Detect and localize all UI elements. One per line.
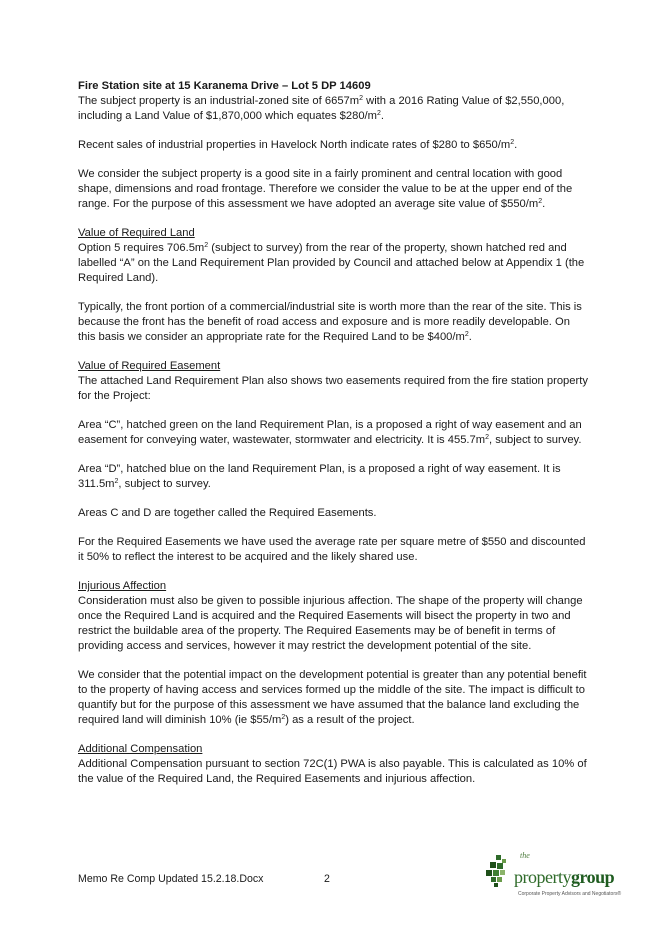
superscript: 2 bbox=[538, 198, 543, 205]
required-land-text-a: Option 5 requires 706.5m bbox=[78, 242, 205, 254]
intro-text-b: with a 2016 Rating Value of $2,550,000, including a Land Value of $1,870,000 which equates $280/m bbox=[78, 95, 565, 122]
intro-text-a: The subject property is an industrial-zoned site of 6657m bbox=[78, 95, 360, 107]
intro-text-c: . bbox=[380, 110, 384, 122]
additional-text: Additional Compensation pursuant to section 72C(1) PWA is also payable. This is calculated as 10% of the value of the Required Land, the Required Easements and injurious affection. bbox=[78, 758, 587, 785]
document-title: Fire Station site at 15 Karanema Drive – Lot 5 DP 14609 bbox=[78, 80, 371, 92]
section-heading-injurious: Injurious Affection bbox=[78, 580, 167, 592]
section-heading-required-easement: Value of Required Easement bbox=[78, 360, 221, 372]
area-d-paragraph bbox=[78, 462, 588, 492]
footer-filename: Memo Re Comp Updated 15.2.18.Docx bbox=[78, 873, 264, 885]
section-heading-additional: Additional Compensation bbox=[78, 743, 203, 755]
logo-group: group bbox=[570, 867, 615, 887]
superscript: 2 bbox=[204, 242, 209, 249]
front-portion-end: . bbox=[468, 331, 472, 343]
required-easement-paragraph bbox=[78, 359, 588, 404]
areas-cd-paragraph: Areas C and D are together called the Required Easements. bbox=[78, 507, 377, 519]
required-easement-text: The attached Land Requirement Plan also shows two easements required from the fire station property for the Project: bbox=[78, 375, 588, 402]
document-body bbox=[78, 79, 588, 787]
recent-sales-text: Recent sales of industrial properties in Havelock North indicate rates of $280 to $650/m bbox=[78, 139, 511, 151]
area-c-text-a: Area “C”, hatched green on the land Requirement Plan, is a proposed a right of way easement and an easement for conveying water, wastewater, stormwater and electricity. It is 455.7m bbox=[78, 419, 582, 446]
consider-text: We consider the subject property is a good site in a fairly prominent and central location with good shape, dimensions and road frontage. Therefore we consider the value to be at the upper end of the range. For the purpose of this assessment we have adopted an average site value of $550/m bbox=[78, 168, 573, 210]
logo-wordmark bbox=[514, 867, 614, 888]
area-c-text-b: , subject to survey. bbox=[488, 434, 582, 446]
logo-mark-icon bbox=[486, 855, 516, 889]
impact-text-a: We consider that the potential impact on the development potential is greater than any potential benefit to the property of having access and services formed up the middle of the site. The impact is difficult to quantify but for the purpose of this assessment we have assumed that the balance land excluding the required land will diminish 10% (ie $55/m bbox=[78, 669, 587, 726]
logo-the: the bbox=[520, 851, 530, 860]
page-number: 2 bbox=[324, 873, 330, 885]
front-portion-paragraph bbox=[78, 300, 588, 345]
front-portion-text: Typically, the front portion of a commercial/industrial site is worth more than the rear of the site. This is because the front has the benefit of road access and exposure and is more readily developable. On this basis we consider an appropriate rate for the Required Land to be $400/m bbox=[78, 301, 582, 343]
superscript: 2 bbox=[114, 478, 119, 485]
superscript: 2 bbox=[376, 110, 381, 117]
easement-rate-paragraph: For the Required Easements we have used the average rate per square metre of $550 and discounted it 50% to reflect the interest to be acquired and the likely shared use. bbox=[78, 536, 586, 563]
superscript: 2 bbox=[359, 95, 363, 102]
impact-paragraph bbox=[78, 668, 588, 728]
consider-paragraph bbox=[78, 167, 588, 212]
recent-sales-paragraph bbox=[78, 138, 588, 153]
consider-end: . bbox=[542, 198, 546, 210]
area-c-paragraph bbox=[78, 418, 588, 448]
injurious-text: Consideration must also be given to possible injurious affection. The shape of the property will change once the Required Land is acquired and the Required Easements will bisect the property in two and restrict the buildable area of the property. The Required Easements may be of benefit in terms of providing access and services, however it may restrict the development potential of the site. bbox=[78, 595, 583, 652]
injurious-paragraph bbox=[78, 579, 588, 654]
area-d-text-a: Area “D”, hatched blue on the land Requirement Plan, is a proposed a right of way easement. It is 311.5m bbox=[78, 463, 561, 490]
logo-tagline: Corporate Property Advisors and Negotiators® bbox=[518, 891, 622, 897]
company-logo bbox=[486, 851, 626, 901]
superscript: 2 bbox=[510, 139, 515, 146]
additional-paragraph bbox=[78, 742, 588, 787]
section-heading-required-land: Value of Required Land bbox=[78, 227, 195, 239]
required-land-text-b: (subject to survey) from the rear of the property, shown hatched red and labelled “A” on the Land Requirement Plan provided by Council and attached below at Appendix 1 (the Required Land). bbox=[78, 242, 585, 284]
recent-sales-end: . bbox=[514, 139, 518, 151]
intro-paragraph bbox=[78, 79, 588, 124]
required-land-paragraph bbox=[78, 226, 588, 286]
superscript: 2 bbox=[281, 714, 286, 721]
superscript: 2 bbox=[485, 434, 489, 441]
superscript: 2 bbox=[464, 331, 469, 338]
logo-property: property bbox=[514, 867, 571, 887]
area-d-text-b: , subject to survey. bbox=[118, 478, 211, 490]
impact-text-b: ) as a result of the project. bbox=[285, 714, 415, 726]
